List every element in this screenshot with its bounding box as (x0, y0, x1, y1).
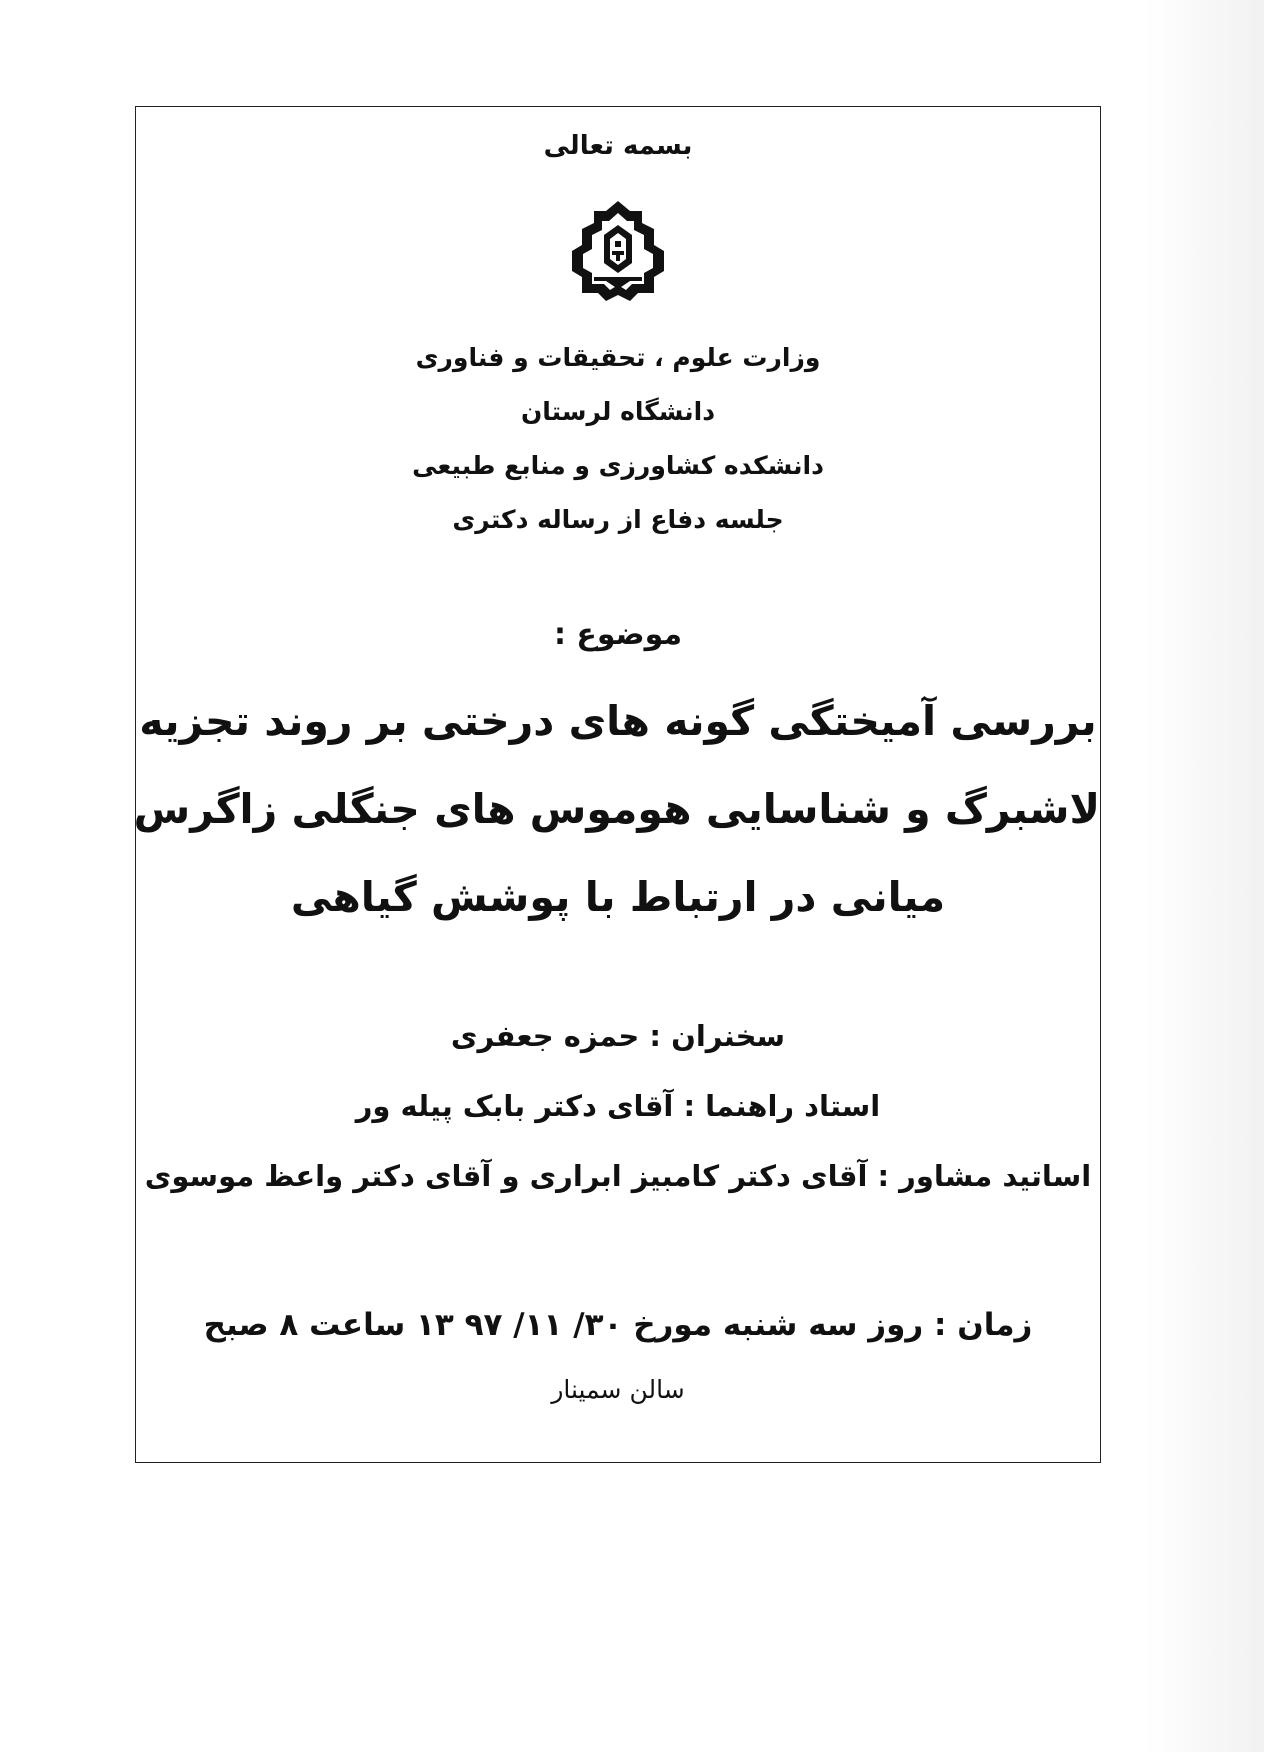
thesis-title-line: لاشبرگ و شناسایی هوموس های جنگلی زاگرس (133, 785, 1100, 833)
session-title: جلسه دفاع از رساله دکتری (452, 505, 784, 534)
ministry-name: وزارت علوم ، تحقیقات و فناوری (415, 343, 821, 372)
header-bismillah: بسمه تعالی (543, 131, 693, 161)
venue-stamp: سالن سمینار (551, 1375, 685, 1404)
speaker-line: سخنران : حمزه جعفری (450, 1019, 786, 1053)
faculty-name: دانشکده کشاورزی و منابع طبیعی (412, 451, 824, 480)
scan-edge-shadow (1144, 0, 1264, 1752)
thesis-title-line: بررسی آمیختگی گونه های درختی بر روند تجزیه (139, 697, 1097, 745)
emblem-icon (570, 199, 666, 307)
supervisor-line: استاد راهنما : آقای دکتر بابک پیله ور (355, 1089, 881, 1123)
time-line: زمان : روز سه شنبه مورخ ۳۰/ ۱۱/ ۹۷ ۱۳ ساعت ۸ صبح (203, 1307, 1033, 1343)
thesis-title-line: میانی در ارتباط با پوشش گیاهی (290, 873, 946, 921)
university-logo (570, 199, 666, 307)
university-name: دانشگاه لرستان (520, 397, 716, 426)
subject-label: موضوع : (553, 617, 683, 652)
advisors-line: اساتید مشاور : آقای دکتر کامبیز ابراری و آقای دکتر واعظ موسوی (144, 1159, 1092, 1193)
announcement-frame (135, 106, 1101, 1463)
